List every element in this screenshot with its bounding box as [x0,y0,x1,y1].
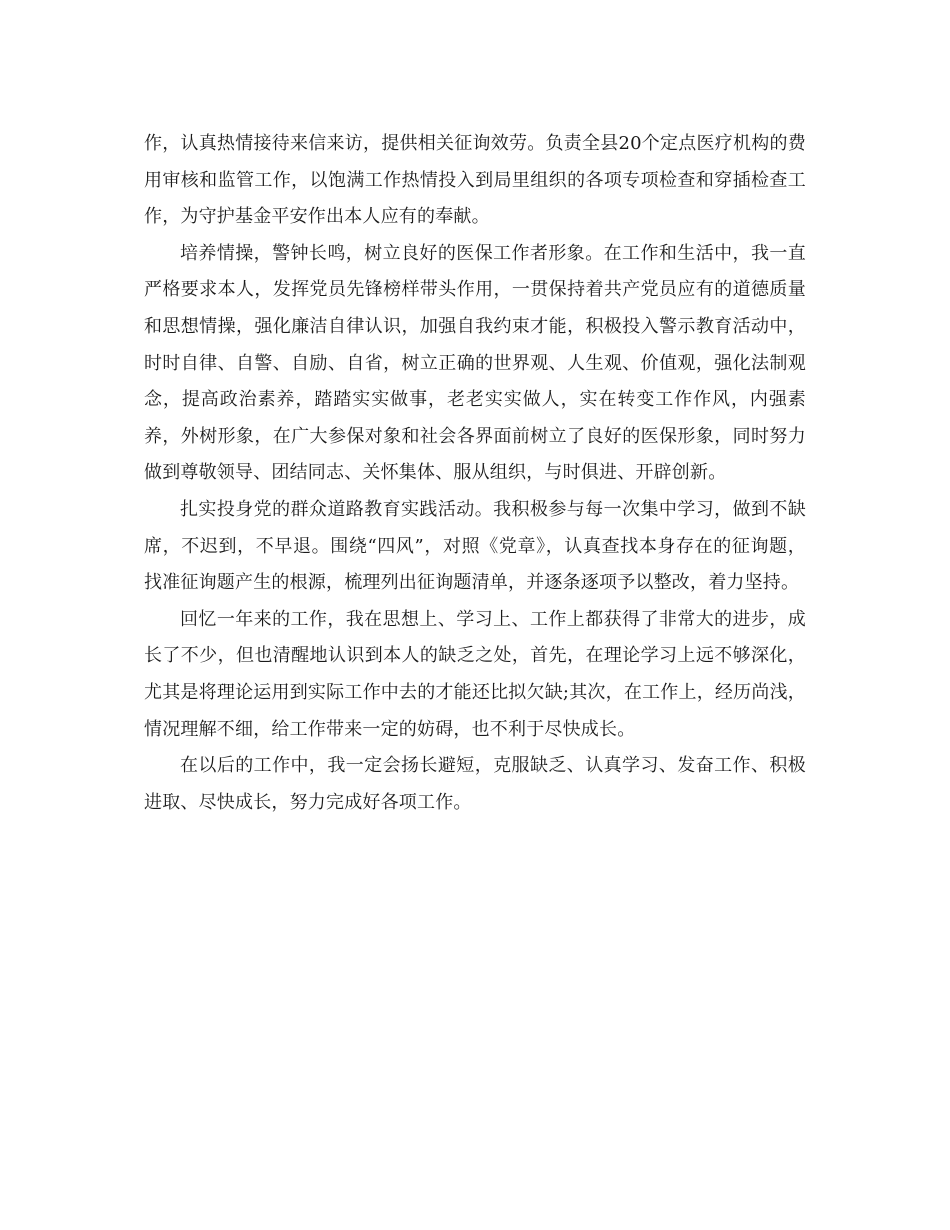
paragraph-2: 培养情操，警钟长鸣，树立良好的医保工作者形象。在工作和生活中，我一直严格要求本人，发挥党员先锋榜样带头作用，一贯保持着共产党员应有的道德质量和思想情操，强化廉洁自律认识，加强自我约束才能，积极投入警示教育活动中，时时自律、自警、自励、自省，树立正确的世界观、人生观、价值观，强化法制观念，提高政治素养，踏踏实实做事，老老实实做人，实在转变工作作风，内强素养，外树形象，在广大参保对象和社会各界面前树立了良好的医保形象，同时努力做到尊敬领导、团结同志、关怀集体、服从组织，与时俱进、开辟创新。 [144,242,806,484]
paragraph-5: 在以后的工作中，我一定会扬长避短，克服缺乏、认真学习、发奋工作、积极进取、尽快成长，努力完成好各项工作。 [144,755,806,813]
paragraph-4: 回忆一年来的工作，我在思想上、学习上、工作上都获得了非常大的进步，成长了不少，但也清醒地认识到本人的缺乏之处，首先，在理论学习上远不够深化，尤其是将理论运用到实际工作中去的才能还比拟欠缺;其次，在工作上，经历尚浅，情况理解不细，给工作带来一定的妨碍，也不利于尽快成长。 [144,608,806,740]
document-body [144,126,806,821]
paragraph-1: 作，认真热情接待来信来访，提供相关征询效劳。负责全县20个定点医疗机构的费用审核和监管工作，以饱满工作热情投入到局里组织的各项专项检查和穿插检查工作，为守护基金平安作出本人应有的奉献。 [144,133,806,228]
paragraph-3: 扎实投身党的群众道路教育实践活动。我积极参与每一次集中学习，做到不缺席，不迟到，不早退。围绕“四风”，对照《党章》，认真查找本身存在的征询题，找准征询题产生的根源，梳理列出征询题清单，并逐条逐项予以整改，着力坚持。 [144,498,806,594]
